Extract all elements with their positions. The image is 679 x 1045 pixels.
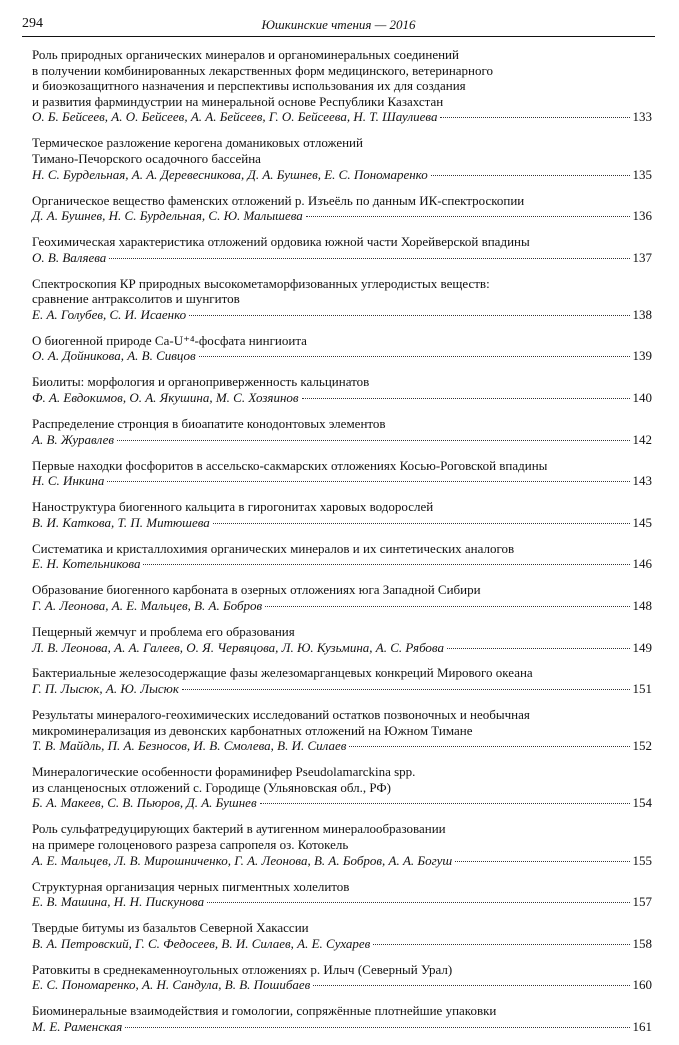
entry-authors: Д. А. Бушнев, Н. С. Бурдельная, С. Ю. Малышева [32,208,303,224]
entry-title-line: Структурная организация черных пигментных холелитов [32,878,350,894]
dot-leader [189,315,629,316]
toc-entry [32,707,652,754]
entry-authors-row [32,556,652,572]
entry-authors-row [32,1019,652,1035]
toc-entry [32,665,652,696]
entry-authors-row [32,853,652,869]
entry-authors-row [32,515,652,531]
entry-title-line: Биолиты: морфология и органоприверженность кальцинатов [32,374,370,390]
entry-title-line: сравнение антраксолитов и шунгитов [32,291,240,307]
toc-entry [32,624,652,655]
running-header [22,14,655,37]
entry-authors-row [32,208,652,224]
running-title: Юшкинские чтения — 2016 [261,17,416,32]
entry-page-number: 155 [632,852,652,868]
entry-page-number: 136 [632,208,652,224]
entry-title-line: Бактериальные железосодержащие фазы железомарганцевых конкреций Мирового океана [32,665,533,681]
entry-page-number: 138 [632,306,652,322]
entry-title-line: Результаты минералого-геохимических исследований остатков позвоночных и необычная [32,707,530,723]
toc-entry [32,821,652,868]
entry-authors-row [32,109,652,125]
dot-leader [265,606,629,607]
toc-entry [32,193,652,224]
entry-title-line: Образование биогенного карбоната в озерных отложениях юга Западной Сибири [32,582,481,598]
entry-authors-row [32,598,652,614]
entry-title-line: и биоэкозащитного назначения и перспективы использования их для создания [32,78,466,94]
entry-page-number: 154 [632,795,652,811]
entry-authors: В. А. Петровский, Г. С. Федосеев, В. И. Силаев, А. Е. Сухарев [32,935,371,951]
entry-title-line: из сланценосных отложений с. Городище (Ульяновская обл., РФ) [32,779,391,795]
entry-authors-row [32,390,652,406]
entry-authors: О. А. Дойникова, А. В. Сивцов [32,348,196,364]
entry-page-number: 145 [632,514,652,530]
entry-title-line: Твердые битумы из базальтов Северной Хакассии [32,920,309,936]
entry-page-number: 133 [632,109,652,125]
dot-leader [117,440,629,441]
entry-authors: Л. В. Леонова, А. А. Галеев, О. Я. Червяцова, Л. Ю. Кузьмина, А. С. Рябова [32,639,444,655]
entry-title-line: Распределение стронция в биоапатите конодонтовых элементов [32,416,386,432]
toc-entry [32,582,652,613]
entry-authors-row [32,936,652,952]
entry-authors: В. И. Каткова, Т. П. Митюшева [32,514,210,530]
dot-leader [109,258,629,259]
dot-leader [260,803,630,804]
toc-entry [32,234,652,265]
entry-page-number: 140 [632,390,652,406]
entry-authors: Н. С. Инкина [32,473,105,489]
entry-page-number: 139 [632,348,652,364]
entry-title-line: на примере голоценового разреза сапропеля оз. Котокель [32,837,349,852]
entry-authors: Т. В. Майдль, П. А. Безносов, И. В. Смолева, В. И. Силаев [32,738,347,754]
entry-authors-row [32,977,652,993]
dot-leader [125,1027,629,1028]
entry-authors: Е. С. Пономаренко, А. Н. Сандула, В. В. Пошибаев [32,977,311,993]
entry-page-number: 137 [632,249,652,265]
entry-authors-row [32,250,652,266]
entry-title-line: Первые находки фосфоритов в ассельско-сакмарских отложениях Косью-Роговской впадины [32,457,548,473]
entry-title-line: Пещерный жемчуг и проблема его образования [32,623,295,639]
entry-authors: Ф. А. Евдокимов, О. А. Якушина, М. С. Хозяинов [32,390,299,406]
entry-title-line: Геохимическая характеристика отложений ордовика южной части Хорейверской впадины [32,234,530,250]
entry-page-number: 161 [632,1018,652,1034]
toc-entry [32,962,652,993]
entry-page-number: 143 [632,473,652,489]
toc-entry [32,920,652,951]
entry-title-line: микроминерализация из девонских карбонатных отложений на Южном Тимане [32,722,473,738]
entry-authors: Е. А. Голубев, С. И. Исаенко [32,306,187,322]
entry-title-line: в получении комбинированных лекарственных форм медицинского, ветеринарного [32,62,494,78]
toc-entry [32,276,652,323]
entry-authors-row [32,348,652,364]
entry-page-number: 160 [632,977,652,993]
toc-entry [32,879,652,910]
toc-entry [32,764,652,811]
dot-leader [199,356,630,357]
page-number: 294 [22,16,43,31]
dot-leader [447,648,630,649]
entry-page-number: 148 [632,597,652,613]
dot-leader [213,523,630,524]
entry-title-line: Биоминеральные взаимодействия и гомологии, сопряжённые плотнейшие упаковки [32,1003,497,1019]
entry-title-line: Наноструктура биогенного кальцита в гирогонитах харовых водорослей [32,499,434,515]
entry-title-line: Органическое вещество фаменских отложений р. Изъеёль по данным ИК-спектроскопии [32,192,525,208]
entry-title-line: Роль природных органических минералов и органоминеральных соединений [32,47,459,62]
toc-entry [32,135,652,182]
entry-authors: Н. С. Бурдельная, А. А. Деревесникова, Д. А. Бушнев, Е. С. Пономаренко [32,166,428,182]
entry-page-number: 157 [632,894,652,910]
toc-entry [32,499,652,530]
entry-authors-row [32,795,652,811]
dot-leader [302,398,630,399]
entry-authors: О. В. Валяева [32,249,107,265]
entry-authors: Е. Н. Котельникова [32,556,141,572]
toc-entry [32,458,652,489]
dot-leader [207,902,629,903]
entry-page-number: 135 [632,166,652,182]
toc-entry [32,47,652,125]
toc-entry [32,1003,652,1034]
entry-title-line: Термическое разложение керогена доманиковых отложений [32,135,363,151]
entry-title-line: Тимано-Печорского осадочного бассейна [32,150,261,166]
entry-authors-row [32,681,652,697]
entry-authors: Б. А. Макеев, С. В. Пьюров, Д. А. Бушнев [32,795,257,811]
entry-authors-row [32,640,652,656]
dot-leader [182,689,630,690]
toc-entry [32,374,652,405]
dot-leader [455,861,629,862]
entry-title-line: Систематика и кристаллохимия органических минералов и их синтетических аналогов [32,540,515,556]
entry-authors-row [32,738,652,754]
entry-authors: Е. В. Машина, Н. Н. Пискунова [32,894,205,910]
entry-title-line: и развития фарминдустрии на минеральной основе Республики Казахстан [32,93,444,109]
entry-title-line: Ратовкиты в среднекаменноугольных отложениях р. Илыч (Северный Урал) [32,961,453,977]
entry-authors: М. Е. Раменская [32,1018,123,1034]
entry-page-number: 152 [632,738,652,754]
toc-entry [32,541,652,572]
entry-authors-row [32,167,652,183]
dot-leader [349,746,629,747]
entry-title-line: Минералогические особенности фораминифер Pseudolamarckina spp. [32,764,416,780]
toc-entry [32,333,652,364]
entry-authors: А. В. Журавлев [32,431,115,447]
entry-page-number: 146 [632,556,652,572]
entry-title-line: О биогенной природе Ca-U⁺⁴-фосфата нингиоита [32,332,307,348]
dot-leader [143,564,629,565]
entry-authors-row [32,432,652,448]
dot-leader [373,944,629,945]
entry-authors-row [32,473,652,489]
entry-authors: А. Е. Мальцев, Л. В. Мирошниченко, Г. А. Леонова, В. А. Бобров, А. А. Богуш [32,852,453,868]
entry-authors: О. Б. Бейсеев, А. О. Бейсеев, А. А. Бейсеев, Г. О. Бейсеева, Н. Т. Шаулиева [32,109,438,125]
dot-leader [313,985,629,986]
entry-page-number: 149 [632,639,652,655]
toc-entry [32,416,652,447]
dot-leader [431,175,630,176]
entry-title-line: Спектроскопия КР природных высокометаморфизованных углеродистых веществ: [32,275,490,291]
dot-leader [440,117,629,118]
dot-leader [306,216,630,217]
entry-page-number: 151 [632,681,652,697]
entry-page-number: 158 [632,935,652,951]
entry-authors: Г. П. Лысюк, А. Ю. Лысюк [32,681,179,697]
entry-page-number: 142 [632,431,652,447]
entry-title-line: Роль сульфатредуцирующих бактерий в аутигенном минералообразовании [32,821,446,837]
dot-leader [107,481,629,482]
entry-authors-row [32,894,652,910]
entry-authors: Г. А. Леонова, А. Е. Мальцев, В. А. Бобров [32,597,263,613]
entry-authors-row [32,307,652,323]
table-of-contents [32,47,652,1045]
